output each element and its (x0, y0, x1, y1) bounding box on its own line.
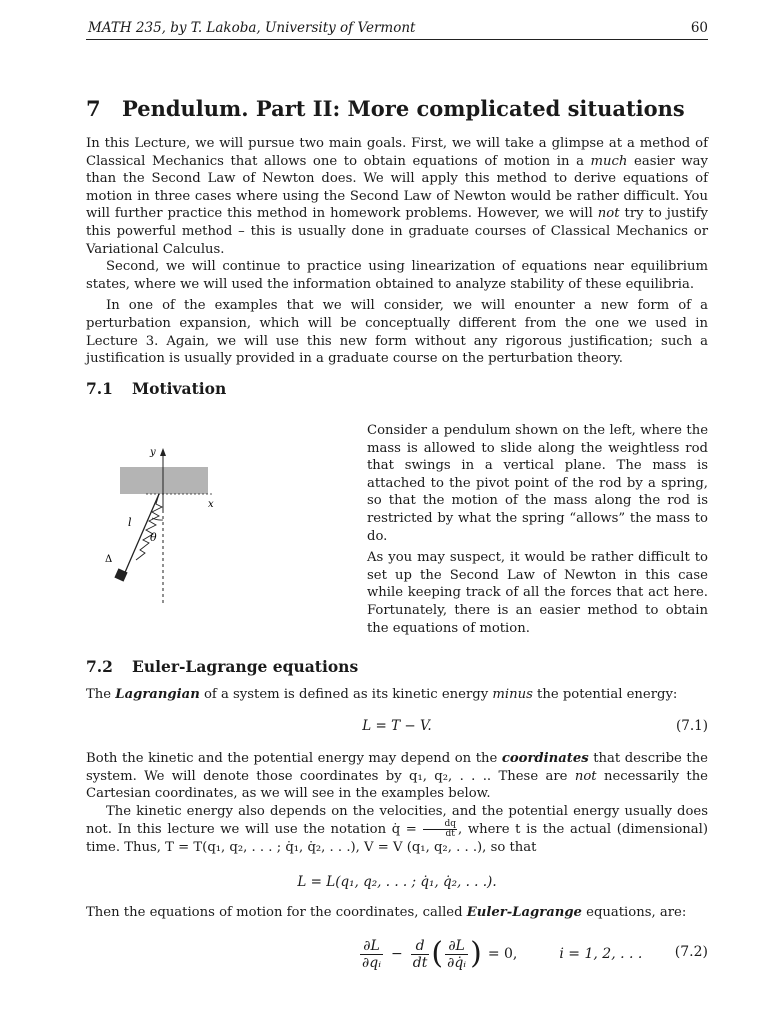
denominator-dq: ∂qᵢ (362, 954, 382, 971)
velocities-paragraph (86, 803, 708, 857)
label-x: x (208, 499, 214, 510)
motivation-paragraph-2: As you may suspect, it would be rather difficult to set up the Second Law of Newton in this case while keeping track of all the forces that act here. Fortunately, there is an easier method to obtain the equations of motion. (367, 550, 708, 636)
intro-p1-part-c: try to justify this powerful method – this is usually done in graduate courses of Classical Mechanics or Variational Calculus. (86, 206, 708, 257)
numerator-d: d (411, 938, 430, 955)
velocities-text-b: , where t is the actual (dimensional) time. Thus, T = T(q₁, q₂, . . . ; q̇₁, q̇₂, . . .), V = V (q₁, q₂, . . .), so that (86, 822, 708, 856)
section-number: 7 (86, 96, 101, 121)
euler-lagrange-paragraph (86, 904, 708, 922)
term-lagrangian: Lagrangian (115, 687, 200, 702)
subsection-title: Motivation (132, 379, 227, 398)
fraction-numerator: dq (423, 820, 457, 830)
intro-p1-emph-not: not (597, 206, 620, 222)
equals-zero: = 0, (487, 946, 518, 962)
index-range: i = 1, 2, . . . (559, 946, 643, 962)
fraction-d-dt (411, 938, 430, 971)
fraction-denominator: dt (445, 829, 455, 840)
motivation-paragraph-1: Consider a pendulum shown on the left, where the mass is allowed to slide along the weightless rod that swings in a vertical plane. The mass is attached to the pivot point of the rod by a spring, so that the motion of the mass along the rod is restricted by what the spring “allows” the mass to do. (367, 423, 708, 544)
left-paren: ( (431, 936, 444, 971)
fraction-dL-dqdot (445, 938, 468, 971)
term-euler-lagrange: Euler-Lagrange (466, 905, 582, 920)
equation-7-2-number: (7.2) (674, 944, 708, 960)
section-title: Pendulum. Part II: More complicated situations (122, 96, 685, 121)
pendulum-diagram (86, 420, 346, 610)
lagrangian-definition (86, 686, 708, 704)
euler-text-b: equations, are: (581, 905, 687, 920)
intro-p1-part-b: easier way than the Second Law of Newton does. We will apply this method to derive equations of motion in three cases where using the Second Law of Newton would be rather difficult. You will further practice this method in homework problems. However, we will (86, 153, 708, 222)
equation-lagrangian-args (86, 874, 708, 896)
coordinates-text-b: that describe the system. We will denote those coordinates by q₁, q₂, . . .. These are (86, 751, 708, 784)
motivation-text (367, 422, 708, 637)
intro-paragraph-1 (86, 135, 708, 258)
coordinates-text (86, 750, 708, 857)
equation-7-2 (86, 930, 708, 978)
numerator-dL: ∂L (360, 938, 383, 955)
page-number: 60 (690, 20, 708, 36)
label-y: y (150, 447, 156, 458)
intro-text (86, 135, 708, 368)
term-coordinates: coordinates (501, 751, 589, 766)
intro-paragraph-2: Second, we will continue to practice using linearization of equations near equilibrium states, where we will used the information obtained to analyze stability of these equilibria. (86, 259, 708, 292)
label-delta: Δ (105, 554, 113, 565)
subsection-heading-euler-lagrange (86, 657, 358, 676)
dq-dt-fraction (423, 820, 457, 839)
running-header (86, 20, 708, 40)
lagrangian-text-c: the potential energy: (532, 687, 678, 702)
coordinates-text-a: Both the kinetic and the potential energy may depend on the (86, 751, 502, 766)
equation-lagrangian-args-body: L = L(q₁, q₂, . . . ; q̇₁, q̇₂, . . .). (297, 874, 497, 890)
theta-arc (152, 518, 163, 520)
spring (136, 494, 162, 560)
euler-text-a: Then the equations of motion for the coordinates, called (86, 905, 467, 920)
emph-minus: minus (492, 687, 533, 702)
label-l: l (128, 516, 132, 529)
intro-paragraph-3: In one of the examples that we will consider, we will enounter a new form of a perturbation expansion, which will be conceptually different from the one we used in Lecture 3. Again, we will use this new form without any rigorous justification; such a justification is usually provided in a graduate course on the perturbation theory. (86, 298, 708, 367)
equation-7-2-body (358, 930, 642, 978)
coordinates-paragraph (86, 750, 708, 803)
euler-lagrange-intro (86, 904, 708, 922)
section-heading (86, 96, 685, 121)
subsection-number: 7.1 (86, 379, 113, 398)
equation-7-1-body: L = T − V. (362, 718, 432, 734)
lagrangian-text-b: of a system is defined as its kinetic energy (199, 687, 493, 702)
minus-sign: − (391, 946, 403, 962)
ceiling-block (120, 467, 208, 494)
equation-7-1 (86, 718, 708, 740)
subsection-title: Euler-Lagrange equations (132, 657, 359, 676)
emph-not: not (574, 768, 597, 784)
coordinates-text-c: necessarily the Cartesian coordinates, as we will see in the examples below. (86, 768, 708, 802)
lagrangian-text-a: The (86, 687, 116, 702)
intro-p1-part-a: In this Lecture, we will pursue two main goals. First, we will take a glimpse at a method of Classical Mechanics that allows one to obtain equations of motion in a (86, 136, 708, 169)
label-theta: θ (150, 531, 157, 544)
subsection-number: 7.2 (86, 657, 113, 676)
right-paren: ) (470, 936, 482, 971)
running-title: MATH 235, by T. Lakoba, University of Vermont (88, 20, 416, 36)
velocities-text-a: The kinetic energy also depends on the velocities, and the potential energy usually does not. In this lecture we will use the notation q̇ = (86, 803, 708, 838)
numerator-dL-2: ∂L (445, 938, 468, 955)
denominator-dt: dt (412, 954, 428, 971)
subsection-heading-motivation (86, 379, 226, 398)
lagrangian-paragraph (86, 686, 708, 704)
fraction-dL-dq (360, 938, 383, 971)
equation-7-1-number: (7.1) (675, 718, 708, 734)
y-axis-arrow (160, 448, 166, 456)
intro-p1-emph-much: much (590, 153, 628, 169)
denominator-dqdot: ∂q̇ᵢ (447, 954, 467, 971)
pendulum-figure (86, 420, 346, 610)
